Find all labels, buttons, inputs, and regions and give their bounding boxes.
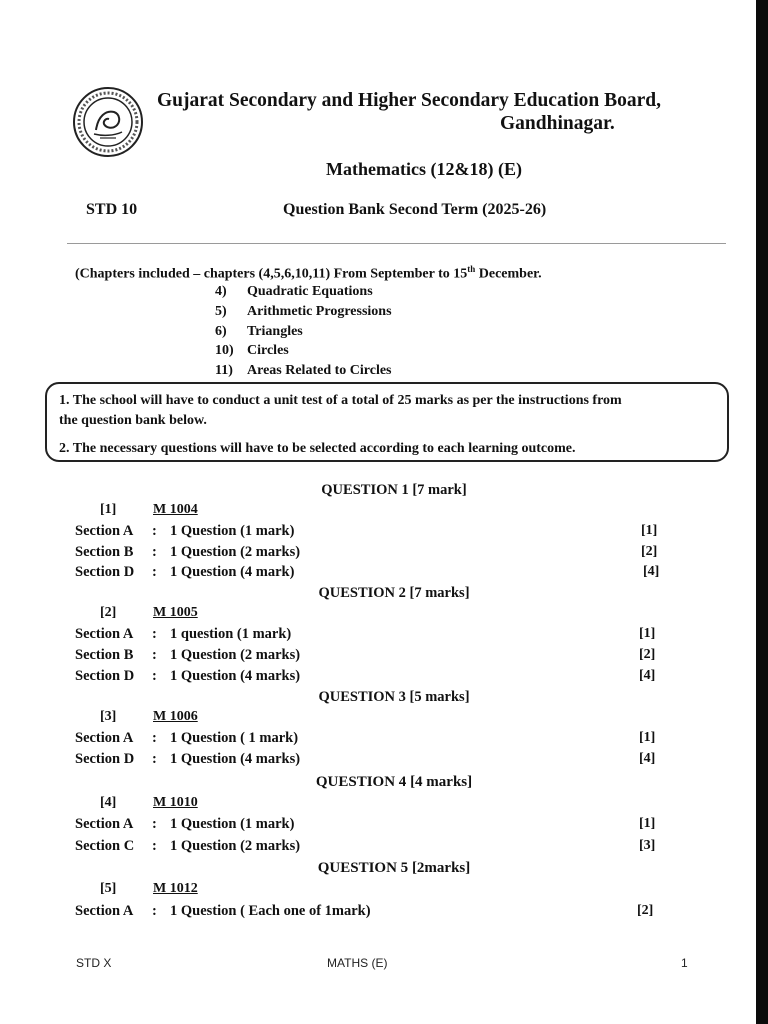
chapter-item [215, 284, 373, 300]
question-heading [0, 774, 768, 791]
chapter-name: Triangles [247, 324, 303, 339]
question-title: QUESTION 3 [318, 689, 406, 705]
chapter-name: Quadratic Equations [247, 284, 373, 299]
question-title: QUESTION 4 [315, 774, 407, 790]
std-label: STD 10 [86, 201, 138, 218]
question-marks: [2marks] [411, 860, 471, 876]
section-row [75, 668, 300, 685]
question-number: [1] [100, 502, 117, 517]
section-row [75, 564, 294, 581]
chapters-note-text: (Chapters included – chapters (4,5,6,10,11) From September to 15 [75, 266, 468, 282]
section-row [75, 838, 300, 855]
question-heading [0, 689, 768, 706]
section-label: Section B [75, 544, 134, 560]
section-label: Section A [75, 903, 134, 919]
section-text: 1 Question ( 1 mark) [170, 730, 299, 746]
chapter-item [215, 304, 392, 320]
chapter-number: 6) [215, 324, 227, 339]
chapter-name: Arithmetic Progressions [247, 304, 392, 319]
section-marks: [1] [639, 816, 656, 831]
section-colon: : [152, 544, 157, 560]
section-row [75, 816, 294, 833]
section-text: 1 Question (2 marks) [170, 647, 301, 663]
section-marks: [1] [641, 523, 658, 538]
chapter-number: 11) [215, 363, 233, 378]
section-row [75, 751, 300, 768]
section-text: 1 Question (2 marks) [170, 838, 301, 854]
question-marks: [4 marks] [410, 774, 473, 790]
section-colon: : [152, 751, 157, 767]
section-text: 1 Question ( Each one of 1mark) [170, 903, 371, 919]
question-code: M 1004 [153, 502, 198, 517]
section-marks: [1] [639, 626, 656, 641]
question-heading [0, 860, 768, 877]
question-marks: [7 marks] [409, 585, 470, 601]
question-title: QUESTION 1 [321, 482, 409, 498]
section-text: 1 Question (4 marks) [170, 668, 301, 684]
section-label: Section A [75, 626, 134, 642]
section-colon: : [152, 647, 157, 663]
chapter-name: Circles [247, 343, 289, 358]
chapters-note [75, 264, 542, 283]
section-row [75, 523, 294, 540]
section-colon: : [152, 523, 157, 539]
section-row [75, 544, 300, 561]
section-colon: : [152, 838, 157, 854]
section-row [75, 730, 298, 747]
section-colon: : [152, 903, 157, 919]
question-number: [2] [100, 605, 117, 620]
section-label: Section C [75, 838, 135, 854]
section-marks: [4] [639, 668, 656, 683]
subject-title: Mathematics (12&18) (E) [326, 159, 522, 179]
instruction-line: the question bank below. [59, 413, 207, 428]
section-row [75, 626, 291, 643]
section-marks: [2] [637, 903, 654, 918]
section-label: Section B [75, 647, 134, 663]
question-code: M 1010 [153, 795, 198, 810]
question-heading [0, 585, 768, 602]
board-name-line1: Gujarat Secondary and Higher Secondary Education Board, [157, 90, 661, 111]
chapter-number: 10) [215, 343, 234, 358]
section-label: Section A [75, 730, 134, 746]
section-text: 1 Question (1 mark) [170, 816, 295, 832]
question-code: M 1005 [153, 605, 198, 620]
question-title: QUESTION 2 [318, 585, 406, 601]
instruction-line: 1. The school will have to conduct a unit test of a total of 25 marks as per the instructions from [59, 393, 622, 408]
question-code: M 1006 [153, 709, 198, 724]
chapter-item [215, 363, 392, 379]
footer-subject: MATHS (E) [327, 956, 388, 970]
question-title: QUESTION 5 [317, 860, 409, 876]
chapter-number: 5) [215, 304, 227, 319]
question-number: [3] [100, 709, 117, 724]
section-colon: : [152, 626, 157, 642]
section-marks: [4] [639, 751, 656, 766]
chapters-note-suffix: December. [475, 266, 542, 282]
section-label: Section D [75, 751, 135, 767]
question-code: M 1012 [153, 881, 198, 896]
section-marks: [2] [641, 544, 658, 559]
section-label: Section A [75, 523, 134, 539]
section-marks: [2] [639, 647, 656, 662]
section-marks: [3] [639, 838, 656, 853]
question-marks: [5 marks] [409, 689, 470, 705]
board-seal-logo [72, 86, 144, 158]
section-marks: [4] [643, 564, 660, 579]
section-text: 1 question (1 mark) [170, 626, 292, 642]
section-row [75, 903, 371, 920]
section-label: Section D [75, 564, 135, 580]
section-text: 1 Question (2 marks) [170, 544, 301, 560]
chapter-item [215, 324, 303, 340]
section-colon: : [152, 816, 157, 832]
question-heading [0, 482, 768, 499]
page-number: 1 [681, 956, 688, 970]
section-text: 1 Question (4 mark) [170, 564, 295, 580]
chapter-name: Areas Related to Circles [247, 363, 392, 378]
question-marks: [7 mark] [412, 482, 467, 498]
chapters-note-sup: th [467, 264, 476, 274]
question-number: [4] [100, 795, 117, 810]
section-colon: : [152, 668, 157, 684]
section-colon: : [152, 730, 157, 746]
chapter-number: 4) [215, 284, 227, 299]
section-marks: [1] [639, 730, 656, 745]
section-text: 1 Question (4 marks) [170, 751, 301, 767]
section-row [75, 647, 300, 664]
question-number: [5] [100, 881, 117, 896]
question-bank-title: Question Bank Second Term (2025-26) [283, 201, 547, 218]
instruction-line: 2. The necessary questions will have to be selected according to each learning outcome. [59, 441, 576, 456]
footer-std: STD X [76, 956, 112, 970]
divider [67, 243, 726, 244]
board-name-line2: Gandhinagar. [500, 113, 615, 134]
section-colon: : [152, 564, 157, 580]
chapter-item [215, 343, 289, 359]
section-label: Section D [75, 668, 135, 684]
section-label: Section A [75, 816, 134, 832]
section-text: 1 Question (1 mark) [170, 523, 295, 539]
